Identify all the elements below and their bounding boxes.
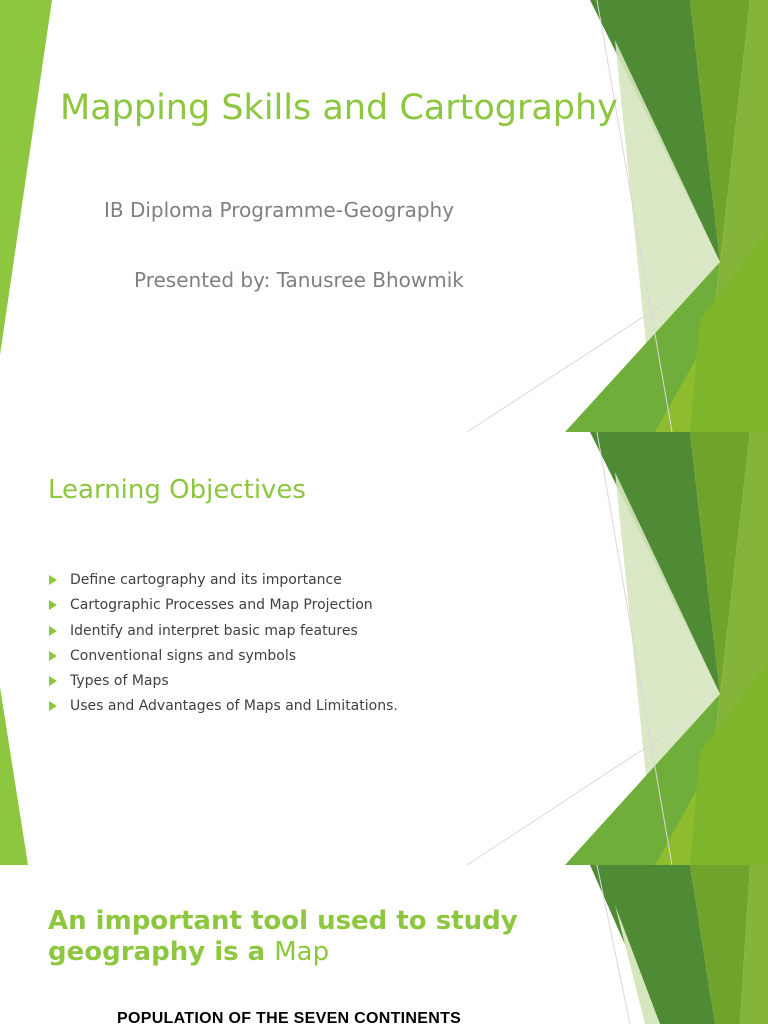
heading-map-word: Map (274, 937, 330, 967)
list-item: Uses and Advantages of Maps and Limitations. (48, 694, 398, 719)
presentation-title: Mapping Skills and Cartography (60, 88, 618, 128)
presenter-name: Presented by: Tanusree Bhowmik (134, 268, 464, 292)
bullet-arrow-icon (49, 600, 57, 610)
bullet-arrow-icon (49, 651, 57, 661)
bullet-arrow-icon (49, 701, 57, 711)
list-item: Types of Maps (48, 669, 398, 694)
bullet-arrow-icon (49, 626, 57, 636)
heading-line-2: geography is a (48, 937, 275, 967)
heading-line-1: An important tool used to study (48, 906, 518, 936)
objectives-list (48, 568, 398, 720)
title-slide (0, 0, 768, 432)
bullet-arrow-icon (49, 676, 57, 686)
programme-subtitle: IB Diploma Programme-Geography (104, 198, 455, 222)
list-item: Conventional signs and symbols (48, 644, 398, 669)
list-item: Define cartography and its importance (48, 568, 398, 593)
list-item: Cartographic Processes and Map Projection (48, 593, 398, 618)
map-tool-heading (48, 906, 518, 968)
figure-title: POPULATION OF THE SEVEN CONTINENTS (117, 1010, 462, 1027)
list-item: Identify and interpret basic map features (48, 619, 398, 644)
bullet-arrow-icon (49, 575, 57, 585)
objectives-heading: Learning Objectives (48, 475, 306, 505)
